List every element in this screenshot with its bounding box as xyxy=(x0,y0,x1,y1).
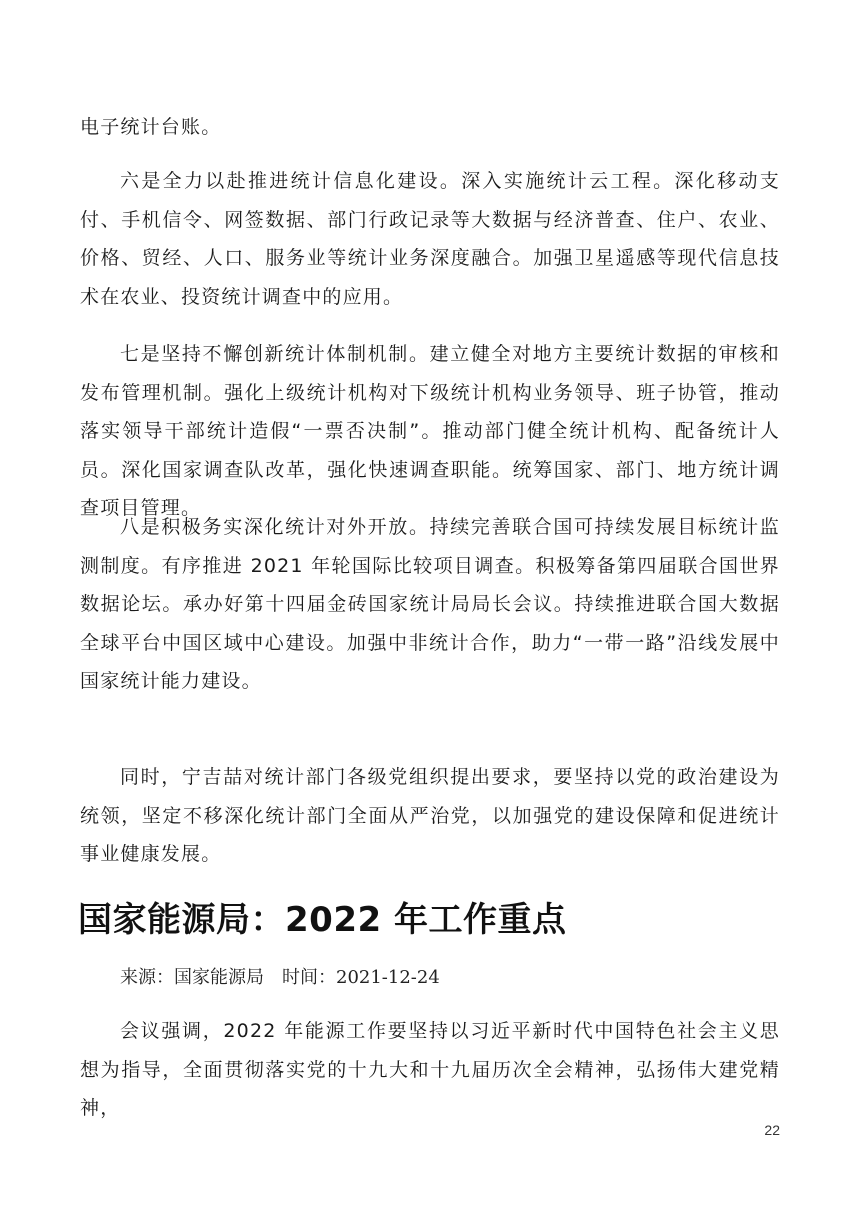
paragraph-continuation: 电子统计台账。 xyxy=(80,116,222,138)
source-label: 来源：国家能源局 xyxy=(120,967,264,988)
paragraph-sixth-point: 六是全力以赴推进统计信息化建设。深入实施统计云工程。深化移动支付、手机信令、网签数据、部门行政记录等大数据与经济普查、住户、农业、价格、贸经、人口、服务业等统计业务深度融合。加强卫星遥感等现代信息技术在农业、投资统计调查中的应用。 xyxy=(80,170,780,308)
section-heading: 国家能源局：2022 年工作重点 xyxy=(78,900,567,940)
paragraph-energy-body: 会议强调，2022 年能源工作要坚持以习近平新时代中国特色社会主义思想为指导，全面贯彻落实党的十九大和十九届历次全会精神，弘扬伟大建党精神， xyxy=(80,1020,780,1119)
paragraph-closing-remarks: 同时，宁吉喆对统计部门各级党组织提出要求，要坚持以党的政治建设为统领，坚定不移深化统计部门全面从严治党，以加强党的建设保障和促进统计事业健康发展。 xyxy=(80,766,780,865)
paragraph-seventh-point: 七是坚持不懈创新统计体制机制。建立健全对地方主要统计数据的审核和发布管理机制。强化上级统计机构对下级统计机构业务领导、班子协管，推动落实领导干部统计造假“一票否决制”。推动部门健全统计机构、配备统计人员。深化国家调查队改革，强化快速调查职能。统筹国家、部门、地方统计调查项目管理。 xyxy=(80,343,780,519)
page-number: 22 xyxy=(764,1122,780,1138)
section-meta xyxy=(120,961,440,995)
time-label: 时间：2021-12-24 xyxy=(282,967,440,988)
paragraph-eighth-point: 八是积极务实深化统计对外开放。持续完善联合国可持续发展目标统计监测制度。有序推进 2021 年轮国际比较项目调查。积极筹备第四届联合国世界数据论坛。承办好第十四届金砖国家统计局局长会议。持续推进联合国大数据全球平台中国区域中心建设。加强中非统计合作，助力“一带一路”沿线发展中国家统计能力建设。 xyxy=(80,516,780,692)
